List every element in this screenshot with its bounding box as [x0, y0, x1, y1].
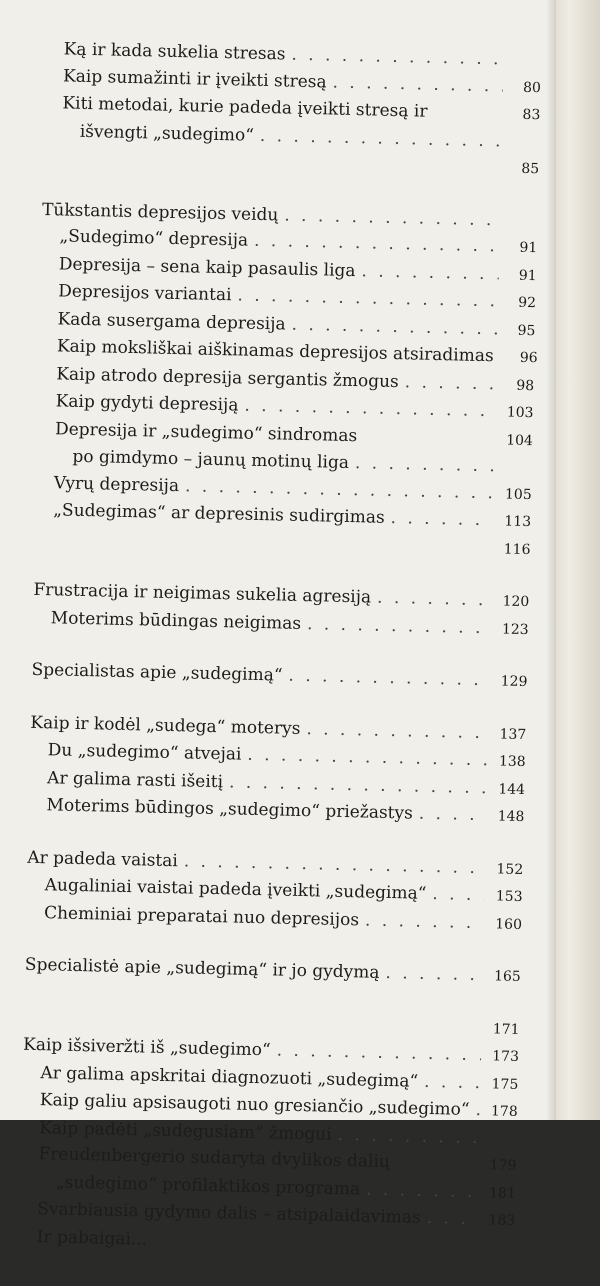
toc-page-number: 123	[501, 620, 529, 638]
toc-entry-title: Tūkstantis depresijos veidų	[41, 199, 279, 225]
toc-page-number: 152	[496, 860, 524, 878]
toc-entry-title: Moterims būdingos „sudegimo“ priežastys	[46, 795, 414, 824]
dot-leader	[432, 881, 485, 909]
dot-leader	[404, 369, 496, 398]
toc-entry-title: išvengti „sudegimo“	[79, 121, 255, 146]
toc-entry-title: Kaip ir kodėl „sudega“ moterys	[30, 712, 301, 739]
toc-page-number: 85	[521, 160, 540, 178]
toc-section	[43, 36, 542, 183]
toc-entry-title: Ir pabaigai...	[36, 1226, 148, 1250]
dot-leader	[307, 611, 491, 642]
toc-page-number: 98	[516, 377, 535, 394]
dot-leader	[247, 742, 488, 774]
dot-leader	[355, 450, 495, 480]
toc-page-number	[509, 65, 541, 66]
toc-entry-title: Kada susergama depresija	[57, 308, 286, 335]
toc-page-number: 144	[498, 780, 526, 798]
toc-section	[34, 196, 538, 563]
toc-entry-title: Specialistas apie „sudegimą“	[31, 659, 283, 686]
toc-entry-title: Ar padeda vaistai	[27, 847, 179, 871]
toc-page-number: 153	[495, 888, 523, 906]
toc-page-number	[508, 146, 540, 147]
toc-page-number: 171	[492, 1020, 520, 1038]
toc-page-number: 103	[506, 404, 534, 422]
dot-leader	[361, 258, 499, 288]
toc-section	[32, 577, 529, 643]
toc-page-number: 148	[497, 808, 525, 826]
dot-leader	[276, 1037, 481, 1068]
toc-page-number: 183	[488, 1212, 516, 1229]
toc-entry-title: Frustracija ir neigimas sukelia agresiją	[33, 579, 372, 608]
toc-page-number	[485, 1143, 517, 1144]
toc-entry-title: Depresija ir „sudegimo“ sindromas	[54, 418, 358, 446]
toc-section	[25, 952, 521, 991]
toc-page-number: 137	[499, 725, 527, 743]
table-of-contents	[18, 36, 542, 1286]
dot-leader	[377, 585, 492, 614]
dot-leader	[288, 663, 490, 694]
toc-page-number: 173	[492, 1048, 520, 1065]
toc-entry-title: „sudegimo“ profilaktikos programa	[55, 1172, 361, 1199]
dot-leader	[254, 228, 500, 260]
toc-entry-title: Kaip gydyti depresiją	[55, 391, 239, 416]
toc-page-number: 138	[498, 753, 526, 771]
dot-leader	[365, 907, 485, 936]
toc-page-number: 80	[522, 79, 542, 96]
toc-entry-title: Freudenbergerio sudaryta dvylikos dalių	[38, 1144, 391, 1173]
toc-entry-title: „Sudegimas“ ar depresinis sudirgimas	[53, 500, 385, 528]
toc-page-number: 160	[495, 915, 523, 933]
dot-leader	[366, 1176, 478, 1205]
toc-entry-title: Augaliniai vaistai padeda įveikti „sudegimą“	[44, 875, 427, 904]
toc-page-number	[500, 471, 532, 472]
dot-leader	[499, 343, 500, 369]
toc-entry-title: Kaip išsiveržti iš „sudegimo“	[22, 1034, 271, 1061]
toc-entry-title: Kaip atrodo depresija sergantis žmogus	[56, 363, 400, 392]
toc-page-number: 129	[500, 673, 528, 691]
toc-page-number	[483, 1252, 515, 1253]
toc-entry-title: Kaip padėti „sudegusiam“ žmogui	[39, 1117, 332, 1145]
toc-entry-title: po gimdymo – jaunų motinų liga	[72, 446, 350, 473]
toc-page-number: 178	[490, 1103, 518, 1120]
toc-entry-title: Depresija – sena kaip pasaulis liga	[58, 253, 356, 281]
toc-page-number: 179	[489, 1157, 517, 1174]
toc-entry-title: Kaip galiu apsisaugoti nuo gresiančio „sudegimo“	[39, 1090, 470, 1120]
toc-page-number: 105	[504, 486, 532, 503]
toc-page-number: 91	[519, 239, 538, 257]
toc-entry-title: Vyrų depresija	[53, 472, 180, 496]
dot-leader	[332, 69, 503, 99]
toc-entry-title: Specialistė apie „sudegimą“ ir jo gydymą	[24, 954, 380, 983]
dot-leader	[306, 716, 488, 747]
dot-leader	[424, 1068, 481, 1096]
toc-entry	[25, 952, 521, 991]
toc-entry-title: „Sudegimo“ depresija	[59, 226, 249, 251]
toc-page-number: 91	[518, 267, 537, 284]
toc-page-number	[506, 225, 538, 226]
toc-entry	[31, 657, 527, 696]
toc-section	[26, 844, 524, 938]
dot-leader	[337, 1121, 479, 1151]
dot-leader	[426, 1205, 477, 1233]
toc-page-number: 181	[488, 1184, 517, 1202]
dot-leader	[385, 960, 483, 989]
toc-entry-title: Du „sudegimo“ atvejai	[47, 740, 242, 765]
toc-page-number: 104	[506, 432, 534, 449]
toc-entry-title: Ar galima apskritai diagnozuoti „sudegimą“	[40, 1062, 419, 1092]
toc-page-number: 165	[493, 968, 521, 986]
toc-entry-title: Kaip sumažinti ir įveikti stresą	[62, 65, 327, 92]
toc-entry-title: Depresijos variantai	[57, 281, 232, 306]
toc-entry-title: Ar galima rasti išeitį	[46, 767, 224, 792]
toc-page-number: 95	[517, 322, 536, 339]
dot-leader	[390, 505, 493, 534]
toc-page-number: 175	[491, 1075, 519, 1093]
toc-entry-title: Svarbiausia gydymo dalis – atsipalaidavimas	[37, 1199, 421, 1228]
toc-entry-title: Moterims būdingas neigimas	[50, 607, 302, 634]
toc-page-number: 96	[519, 349, 538, 367]
dot-leader	[419, 801, 487, 829]
toc-page-number: 83	[522, 106, 541, 124]
toc-entry-title: Ką ir kada sukelia stresas	[63, 39, 286, 65]
toc-entry-title: Kaip moksliškai aiškinamas depresijos atsiradimas	[56, 336, 494, 367]
toc-section	[18, 1004, 519, 1261]
toc-page-number: 92	[518, 294, 537, 312]
toc-entry-title: Cheminiai preparatai nuo depresijos	[43, 902, 360, 930]
toc-page-number: 120	[502, 593, 530, 611]
toc-page-number: 116	[503, 541, 531, 558]
toc-entry-title: Kiti metodai, kurie padeda įveikti stresą ir	[62, 93, 428, 122]
toc-section	[31, 657, 527, 696]
toc-section	[28, 709, 526, 830]
dot-leader	[291, 311, 497, 342]
toc-page-number: 113	[504, 513, 532, 531]
adjacent-page-edge	[556, 0, 600, 1120]
